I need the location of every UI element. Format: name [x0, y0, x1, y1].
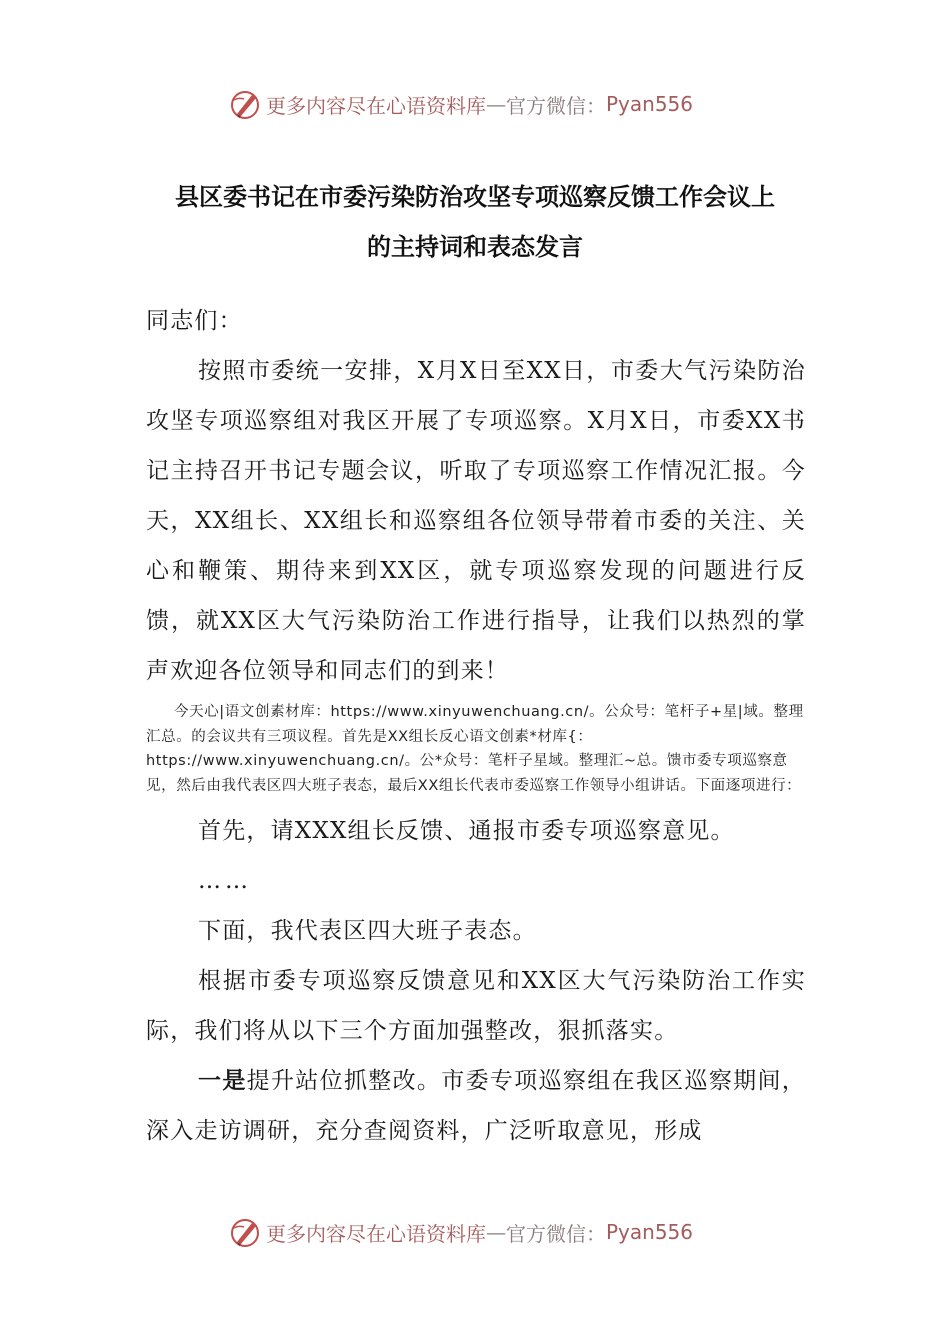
paragraph-first-item: 首先，请XXX组长反馈、通报市委专项巡察意见。 — [198, 818, 735, 844]
point-one-text: 提升站位抓整改。市委专项巡察组在我区巡察期间，深入走访调研，充分查阅资料，广泛听取意见，形成 — [146, 1068, 806, 1144]
banner-site-name: 更多内容尽在心语资料库 — [266, 1221, 486, 1246]
banner-wechat-label: 官方微信： — [506, 93, 606, 118]
banner-wechat-label: 官方微信： — [506, 1221, 606, 1246]
title-line-1: 县区委书记在市委污染防治攻坚专项巡察反馈工作会议上 — [175, 182, 775, 211]
banner-site-name: 更多内容尽在心语资料库 — [266, 93, 486, 118]
paragraph-agenda-small: 今天心|语文创素材库：https://www.xinyuwenchuang.cn/。公众号：笔杆子+星|域。整理汇总。的会议共有三项议程。首先是XX组长反心语文创素*材库{：https://www.xinyuwenchuang.cn/。公*众号：笔杆子星域。整理汇~总。馈市委专项巡察意见，然后由我代表区四大班子表态，最后XX组长代表市委巡察工作领导小组讲话。下面逐项进行： — [146, 704, 804, 794]
document-body — [146, 296, 806, 1156]
banner-separator: — — [486, 1220, 506, 1244]
header-banner — [228, 84, 748, 124]
pen-logo-icon — [228, 1215, 262, 1249]
title-line-2: 的主持词和表态发言 — [367, 232, 583, 261]
paragraph-statement-intro: 下面，我代表区四大班子表态。 — [198, 918, 537, 944]
banner-wechat-id: Pyan556 — [606, 92, 694, 116]
ellipsis: …… — [198, 868, 252, 894]
salutation: 同志们： — [146, 308, 243, 334]
banner-wechat-id: Pyan556 — [606, 1220, 694, 1244]
document-title — [140, 172, 810, 272]
pen-logo-icon — [228, 87, 262, 121]
banner-separator: — — [486, 92, 506, 116]
paragraph-point-one — [146, 1056, 806, 1156]
point-one-lead: 一是 — [198, 1067, 247, 1094]
paragraph-intro: 按照市委统一安排，X月X日至XX日，市委大气污染防治攻坚专项巡察组对我区开展了专项巡察。X月X日，市委XX书记主持召开书记专题会议，听取了专项巡察工作情况汇报。今天，XX组长、XX组长和巡察组各位领导带着市委的关注、关心和鞭策、期待来到XX区，就专项巡察发现的问题进行反馈，就XX区大气污染防治工作进行指导，让我们以热烈的掌声欢迎各位领导和同志们的到来！ — [146, 358, 806, 684]
footer-banner — [228, 1212, 748, 1252]
paragraph-rectification: 根据市委专项巡察反馈意见和XX区大气污染防治工作实际，我们将从以下三个方面加强整改，狠抓落实。 — [146, 968, 806, 1044]
